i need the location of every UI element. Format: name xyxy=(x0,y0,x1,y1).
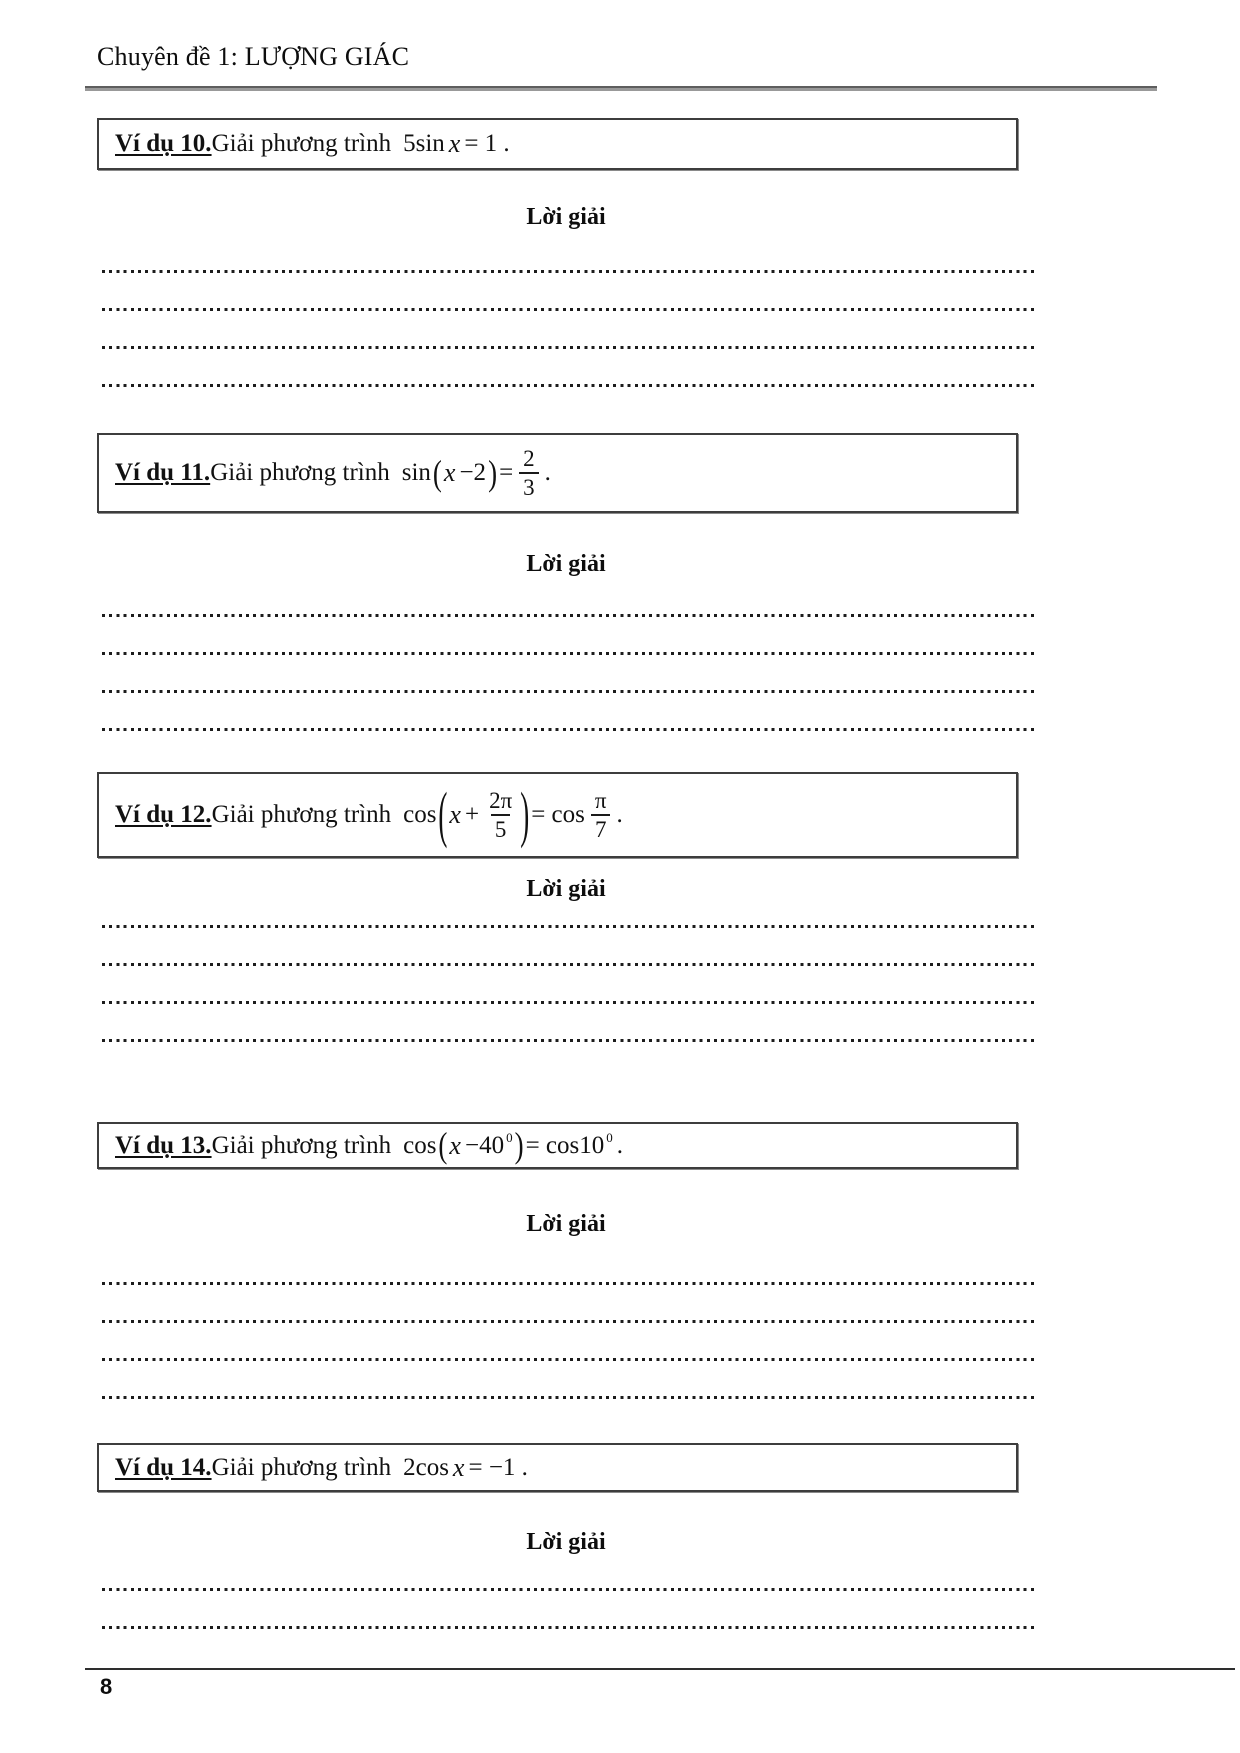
example-prompt: Giải phương trình xyxy=(211,130,392,157)
answer-line xyxy=(102,270,1035,273)
answer-line xyxy=(102,728,1035,731)
solution-heading: Lời giải xyxy=(526,1211,606,1237)
example-prompt: Giải phương trình xyxy=(211,1131,392,1159)
example-label: Ví dụ 14. xyxy=(115,1453,212,1481)
math-rm: = xyxy=(499,459,514,486)
math-it: x xyxy=(443,458,456,487)
math-it: x xyxy=(449,800,461,829)
math-paren: ( xyxy=(432,452,442,493)
math-frac: $\frac{\pi}{7}$ xyxy=(591,787,611,843)
math-rm: 5sin xyxy=(403,130,445,157)
answer-line xyxy=(102,614,1035,617)
math-rm: = cos xyxy=(531,801,585,828)
answer-line xyxy=(102,1320,1035,1323)
solution-heading: Lời giải xyxy=(526,551,606,577)
math-rm: = 1 . xyxy=(464,130,510,157)
example-math xyxy=(401,1453,530,1483)
example-prompt: Giải phương trình xyxy=(211,1453,392,1481)
answer-lines xyxy=(102,1588,1035,1629)
footer-rule xyxy=(85,1668,1235,1670)
answer-line xyxy=(102,925,1035,928)
answer-lines xyxy=(102,925,1035,1042)
math-it: x xyxy=(448,129,461,158)
math-sup: 0 xyxy=(506,1130,513,1145)
math-sup: 0 xyxy=(606,1130,613,1145)
answer-line xyxy=(102,652,1035,655)
answer-line xyxy=(102,690,1035,693)
example-label: Ví dụ 12. xyxy=(115,801,212,828)
example-section-12 xyxy=(97,772,1035,1042)
math-frac: $\frac{2}{3}$ xyxy=(519,445,539,501)
math-rm: + xyxy=(464,801,480,828)
example-math xyxy=(401,1124,625,1166)
answer-lines xyxy=(102,270,1035,387)
math-paren: ( xyxy=(438,1124,448,1166)
math-rm: cos xyxy=(403,1131,437,1159)
example-box xyxy=(97,433,1018,513)
answer-line xyxy=(102,1039,1035,1042)
example-section-14 xyxy=(97,1443,1035,1629)
answer-line xyxy=(102,1282,1035,1285)
math-paren: ) xyxy=(520,779,530,849)
answer-line xyxy=(102,1001,1035,1004)
math-rm: . xyxy=(616,1131,624,1159)
example-label: Ví dụ 11. xyxy=(115,459,211,486)
header-rule xyxy=(85,86,1157,91)
example-label: Ví dụ 10. xyxy=(115,130,212,157)
answer-line xyxy=(102,963,1035,966)
example-section-13 xyxy=(97,1122,1035,1399)
answer-line xyxy=(102,1396,1035,1399)
example-section-11 xyxy=(97,433,1035,731)
document-title: Chuyên đề 1: LƯỢNG GIÁC xyxy=(97,42,410,71)
example-box xyxy=(97,1122,1018,1169)
answer-lines xyxy=(102,1282,1035,1399)
math-rm: = −1 . xyxy=(468,1453,528,1481)
answer-line xyxy=(102,308,1035,311)
answer-lines xyxy=(102,614,1035,731)
example-prompt: Giải phương trình xyxy=(210,459,390,486)
answer-line xyxy=(102,384,1035,387)
math-rm: = cos10 xyxy=(525,1131,605,1159)
math-rm: −2 xyxy=(459,459,487,486)
math-paren: ) xyxy=(488,452,498,493)
example-section-10 xyxy=(97,118,1035,387)
example-prompt: Giải phương trình xyxy=(211,801,392,828)
math-rm: . xyxy=(544,459,551,486)
solution-heading: Lời giải xyxy=(526,876,606,902)
math-rm: . xyxy=(616,801,623,828)
solution-heading: Lời giải xyxy=(526,1529,606,1555)
example-math xyxy=(401,779,625,849)
math-rm: 2cos xyxy=(403,1453,449,1481)
example-box xyxy=(97,1443,1018,1492)
math-paren: ( xyxy=(438,779,448,849)
example-math xyxy=(401,129,512,159)
answer-line xyxy=(102,346,1035,349)
answer-line xyxy=(102,1358,1035,1361)
answer-line xyxy=(102,1626,1035,1629)
math-it: x xyxy=(452,1452,465,1482)
example-box xyxy=(97,772,1018,858)
answer-line xyxy=(102,1588,1035,1591)
example-math xyxy=(400,445,553,501)
example-box xyxy=(97,118,1018,170)
math-rm: −40 xyxy=(464,1131,505,1159)
math-paren: ) xyxy=(514,1124,524,1166)
solution-heading: Lời giải xyxy=(526,204,606,230)
math-rm: cos xyxy=(403,801,437,828)
math-rm: sin xyxy=(401,459,431,486)
math-it: x xyxy=(449,1130,461,1160)
math-frac: $\frac{2\pi}{5}$ xyxy=(489,788,513,842)
page-number: 8 xyxy=(100,1674,113,1699)
example-label: Ví dụ 13. xyxy=(115,1131,212,1159)
